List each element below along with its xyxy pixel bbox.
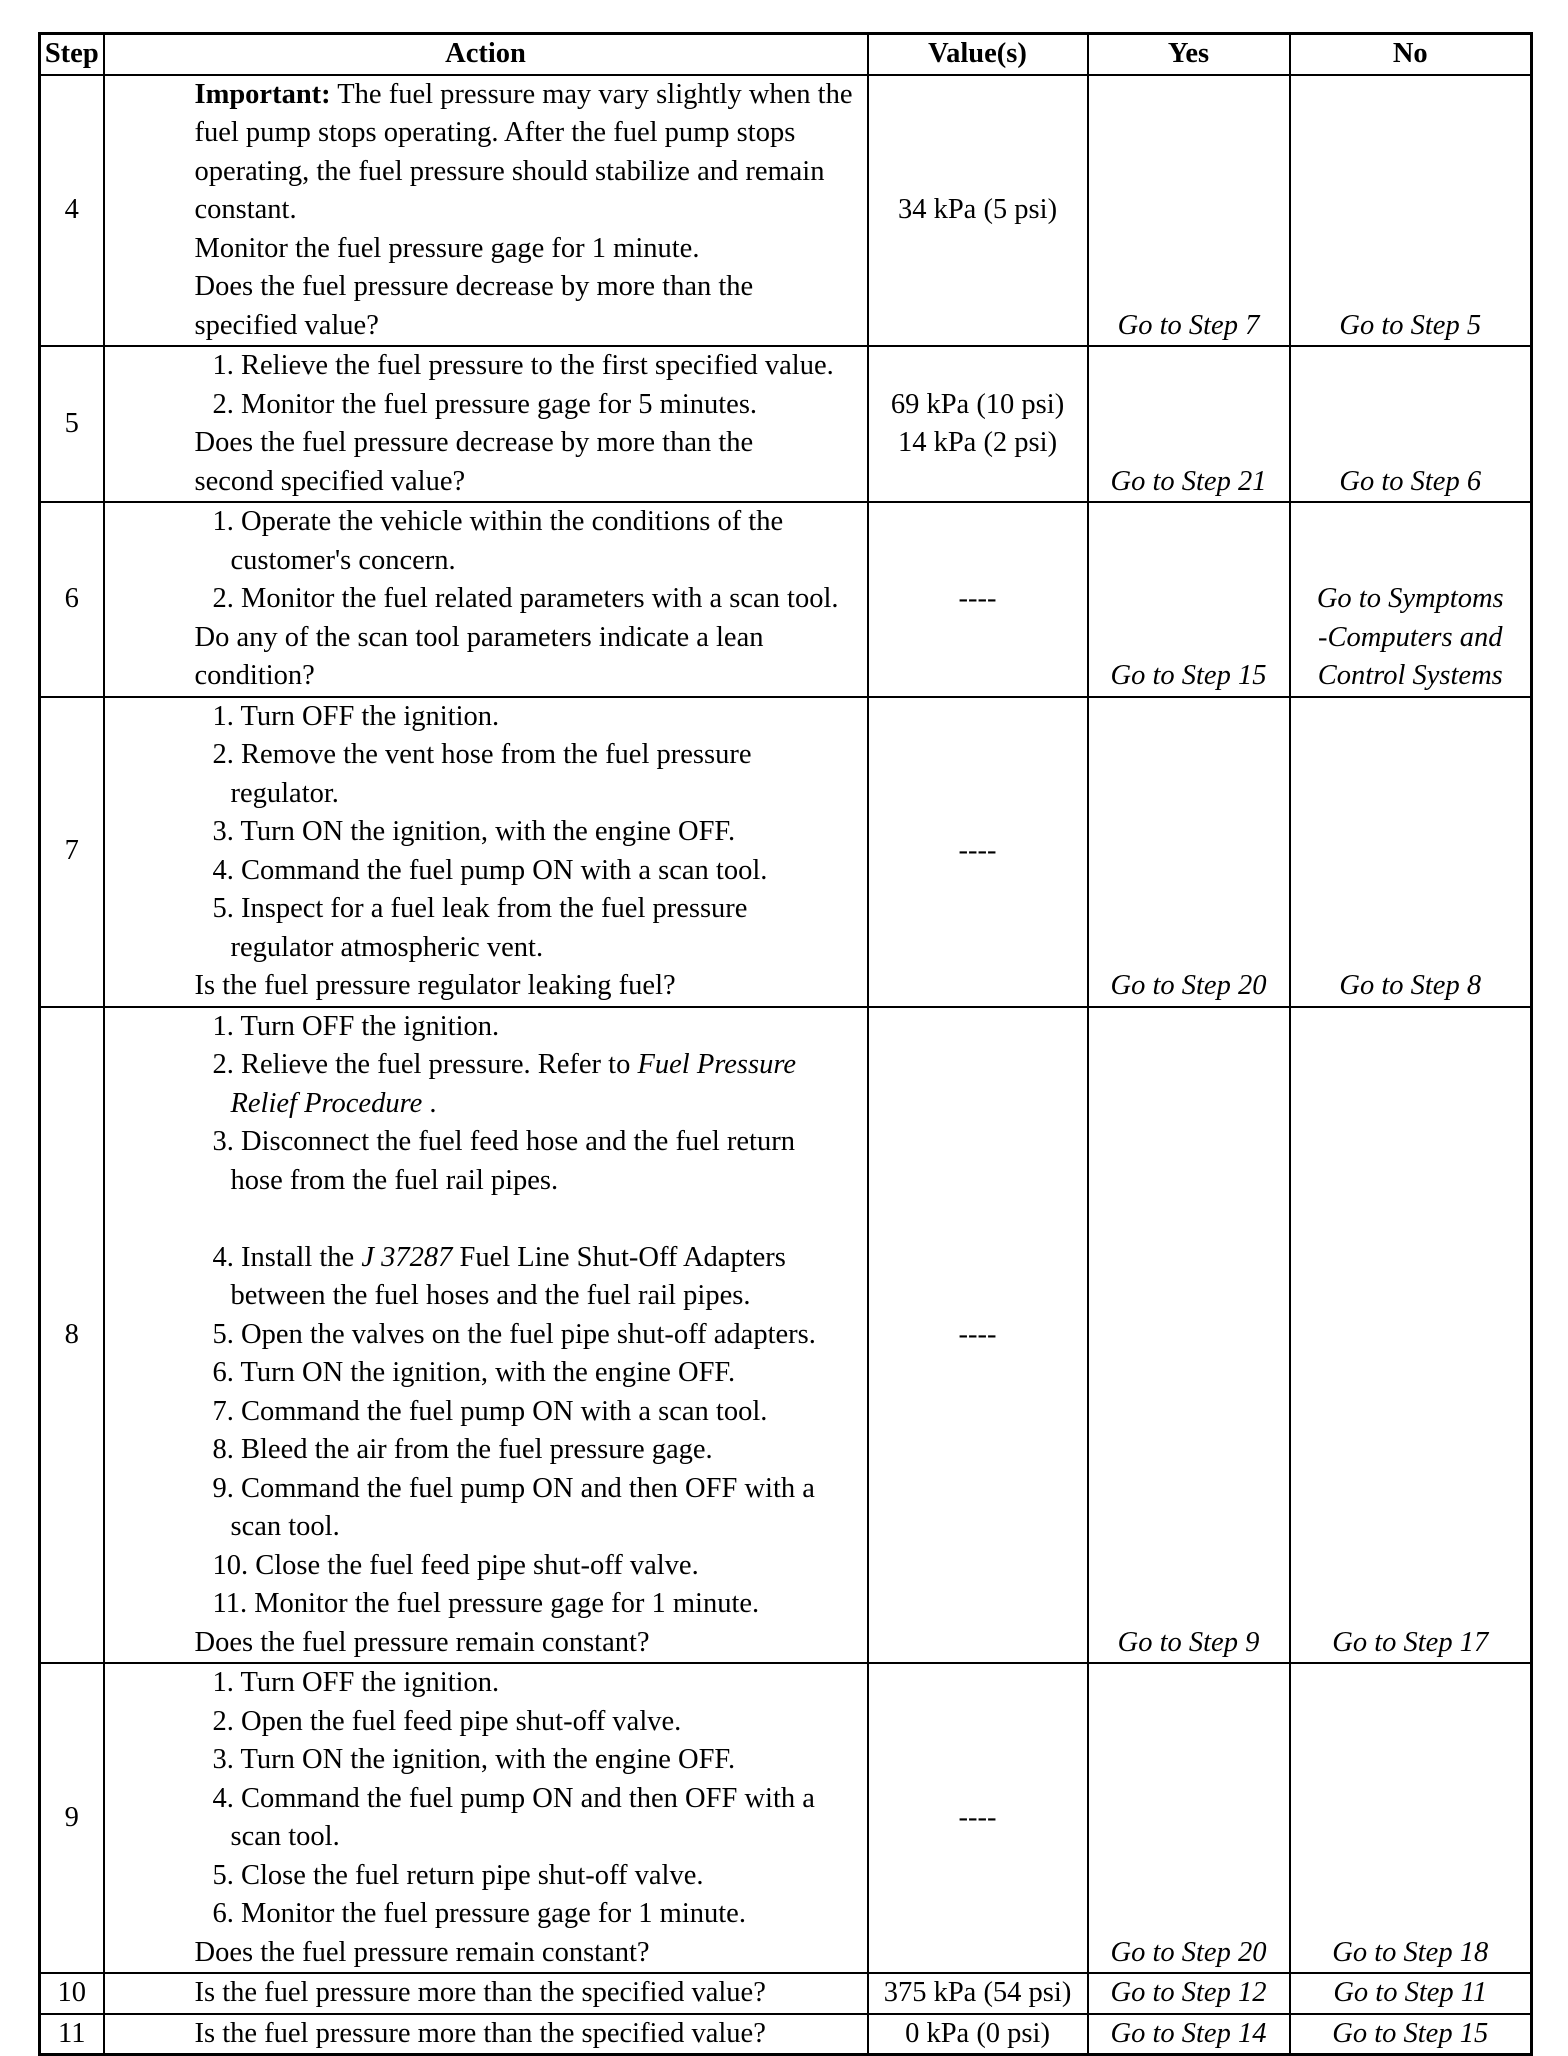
action-line: specified value? xyxy=(194,309,379,341)
action-line: second specified value? xyxy=(194,465,466,497)
action-text: 4. Install the xyxy=(212,1241,362,1273)
action-cell xyxy=(104,502,868,697)
step-number: 4 xyxy=(40,75,104,347)
value-cell xyxy=(868,75,1088,347)
action-line: Does the fuel pressure remain constant? xyxy=(194,1936,650,1968)
value-cell xyxy=(868,1007,1088,1664)
no-line: -Computers and xyxy=(1318,621,1503,653)
yes-cell: Go to Step 12 xyxy=(1088,1973,1290,2014)
action-line: 8. Bleed the air from the fuel pressure gage. xyxy=(212,1434,713,1465)
value-text: ---- xyxy=(958,583,997,614)
header-step: Step xyxy=(40,34,104,75)
action-line: Does the fuel pressure remain constant? xyxy=(194,1626,650,1658)
procedure-reference: Fuel Pressure xyxy=(637,1049,797,1080)
table-row xyxy=(40,502,1532,697)
value-text: 69 kPa (10 psi) xyxy=(890,388,1065,420)
no-cell: Go to Step 5 xyxy=(1290,75,1532,347)
action-text: . xyxy=(422,1087,437,1119)
yes-cell: Go to Step 7 xyxy=(1088,75,1290,347)
action-line: 6. Turn ON the ignition, with the engine OFF. xyxy=(212,1357,736,1388)
action-line: 4. Command the fuel pump ON and then OFF with a xyxy=(212,1782,815,1814)
header-values: Value(s) xyxy=(868,34,1088,75)
tool-reference: J 37287 xyxy=(361,1241,453,1273)
action-cell xyxy=(104,1007,868,1664)
value-text: ---- xyxy=(958,835,997,867)
action-line: 3. Turn ON the ignition, with the engine OFF. xyxy=(212,816,736,847)
action-line: scan tool. xyxy=(230,1821,340,1852)
action-line: 2. Monitor the fuel related parameters with a scan tool. xyxy=(212,583,839,614)
no-line: Control Systems xyxy=(1317,660,1503,691)
step-number: 10 xyxy=(40,1973,104,2014)
action-line: condition? xyxy=(194,660,315,691)
action-text: 2. Relieve the fuel pressure. Refer to xyxy=(212,1049,638,1080)
step-number: 5 xyxy=(40,346,104,502)
action-line: fuel pump stops operating. After the fuel pump stops xyxy=(194,117,796,148)
value-cell xyxy=(868,346,1088,502)
action-line: 3. Disconnect the fuel feed hose and the fuel return xyxy=(212,1126,795,1157)
table-row xyxy=(40,1973,1532,2014)
no-line: Go to Symptoms xyxy=(1316,583,1504,614)
blank-line xyxy=(195,1200,861,1239)
action-line: 1. Relieve the fuel pressure to the first specified value. xyxy=(212,350,834,381)
action-line: Does the fuel pressure decrease by more than the xyxy=(194,427,754,458)
value-text: 375 kPa (54 psi) xyxy=(883,1977,1072,2008)
procedure-reference: Relief Procedure xyxy=(230,1087,423,1119)
action-line: 1. Turn OFF the ignition. xyxy=(212,1010,500,1042)
action-line: customer's concern. xyxy=(230,544,456,576)
action-cell xyxy=(104,1663,868,1973)
value-text: 34 kPa (5 psi) xyxy=(897,194,1058,225)
action-line: Do any of the scan tool parameters indicate a lean xyxy=(194,621,764,653)
no-cell: Go to Step 18 xyxy=(1290,1663,1532,1973)
action-cell xyxy=(104,346,868,502)
step-number: 9 xyxy=(40,1663,104,1973)
action-cell xyxy=(104,1973,868,2014)
action-line: Is the fuel pressure regulator leaking fuel? xyxy=(194,970,676,1001)
action-line: 1. Operate the vehicle within the conditions of the xyxy=(212,506,784,537)
action-line: 2. Open the fuel feed pipe shut-off valve. xyxy=(212,1705,682,1737)
yes-cell: Go to Step 20 xyxy=(1088,697,1290,1007)
yes-cell: Go to Step 20 xyxy=(1088,1663,1290,1973)
action-line: constant. xyxy=(194,194,297,225)
yes-cell: Go to Step 9 xyxy=(1088,1007,1290,1664)
action-line: 5. Close the fuel return pipe shut-off valve. xyxy=(212,1859,704,1891)
value-text: ---- xyxy=(958,1318,997,1350)
action-line: 10. Close the fuel feed pipe shut-off valve. xyxy=(212,1549,699,1581)
no-cell: Go to Step 11 xyxy=(1290,1973,1532,2014)
action-line: 1. Turn OFF the ignition. xyxy=(212,1667,500,1698)
value-text: 0 kPa (0 psi) xyxy=(905,2017,1050,2049)
action-line: regulator. xyxy=(230,777,339,809)
action-line: 5. Inspect for a fuel leak from the fuel pressure xyxy=(212,893,748,924)
action-line: scan tool. xyxy=(230,1511,340,1542)
no-cell xyxy=(1290,502,1532,697)
table-row xyxy=(40,346,1532,502)
value-text: 14 kPa (2 psi) xyxy=(897,427,1058,458)
step-number: 6 xyxy=(40,502,104,697)
action-line: 11. Monitor the fuel pressure gage for 1 minute. xyxy=(212,1588,760,1619)
header-yes: Yes xyxy=(1088,34,1290,75)
action-line: 2. Monitor the fuel pressure gage for 5 minutes. xyxy=(212,388,758,420)
header-action: Action xyxy=(104,34,868,75)
action-text: The fuel pressure may vary slightly when the xyxy=(330,78,853,110)
action-line: 9. Command the fuel pump ON and then OFF with a xyxy=(212,1472,815,1504)
no-cell: Go to Step 6 xyxy=(1290,346,1532,502)
value-cell xyxy=(868,697,1088,1007)
no-cell: Go to Step 17 xyxy=(1290,1007,1532,1664)
table-row xyxy=(40,2014,1532,2055)
action-text: Fuel Line Shut-Off Adapters xyxy=(452,1241,786,1273)
value-cell xyxy=(868,502,1088,697)
action-line: Is the fuel pressure more than the specified value? xyxy=(194,1977,766,2008)
action-cell xyxy=(104,2014,868,2055)
action-line: hose from the fuel rail pipes. xyxy=(230,1164,559,1196)
no-cell: Go to Step 8 xyxy=(1290,697,1532,1007)
action-line: regulator atmospheric vent. xyxy=(230,931,544,963)
table-row xyxy=(40,697,1532,1007)
diagnostic-table xyxy=(38,32,1533,2056)
no-cell: Go to Step 15 xyxy=(1290,2014,1532,2055)
action-line: 4. Command the fuel pump ON with a scan tool. xyxy=(212,854,768,886)
action-line: 1. Turn OFF the ignition. xyxy=(212,700,500,732)
value-cell xyxy=(868,1973,1088,2014)
value-cell xyxy=(868,2014,1088,2055)
action-line: 3. Turn ON the ignition, with the engine OFF. xyxy=(212,1744,736,1775)
action-line: 5. Open the valves on the fuel pipe shut-off adapters. xyxy=(212,1318,816,1350)
action-cell xyxy=(104,75,868,347)
action-line: operating, the fuel pressure should stabilize and remain xyxy=(194,155,825,187)
action-line: Does the fuel pressure decrease by more than the xyxy=(194,271,754,302)
yes-cell: Go to Step 21 xyxy=(1088,346,1290,502)
step-number: 11 xyxy=(40,2014,104,2055)
action-line: 2. Remove the vent hose from the fuel pressure xyxy=(212,739,752,770)
header-row xyxy=(40,34,1532,75)
value-text: ---- xyxy=(958,1801,997,1833)
action-line: 7. Command the fuel pump ON with a scan tool. xyxy=(212,1395,768,1427)
action-cell xyxy=(104,697,868,1007)
action-line: between the fuel hoses and the fuel rail pipes. xyxy=(230,1280,751,1311)
table-row xyxy=(40,1007,1532,1664)
step-number: 7 xyxy=(40,697,104,1007)
table-row xyxy=(40,1663,1532,1973)
step-number: 8 xyxy=(40,1007,104,1664)
table-row xyxy=(40,75,1532,347)
header-no: No xyxy=(1290,34,1532,75)
action-line: 6. Monitor the fuel pressure gage for 1 minute. xyxy=(212,1898,746,1929)
yes-cell: Go to Step 14 xyxy=(1088,2014,1290,2055)
action-line: Monitor the fuel pressure gage for 1 minute. xyxy=(194,232,700,264)
action-line: Is the fuel pressure more than the specified value? xyxy=(194,2017,766,2049)
yes-cell: Go to Step 15 xyxy=(1088,502,1290,697)
important-label: Important: xyxy=(194,78,331,110)
value-cell xyxy=(868,1663,1088,1973)
